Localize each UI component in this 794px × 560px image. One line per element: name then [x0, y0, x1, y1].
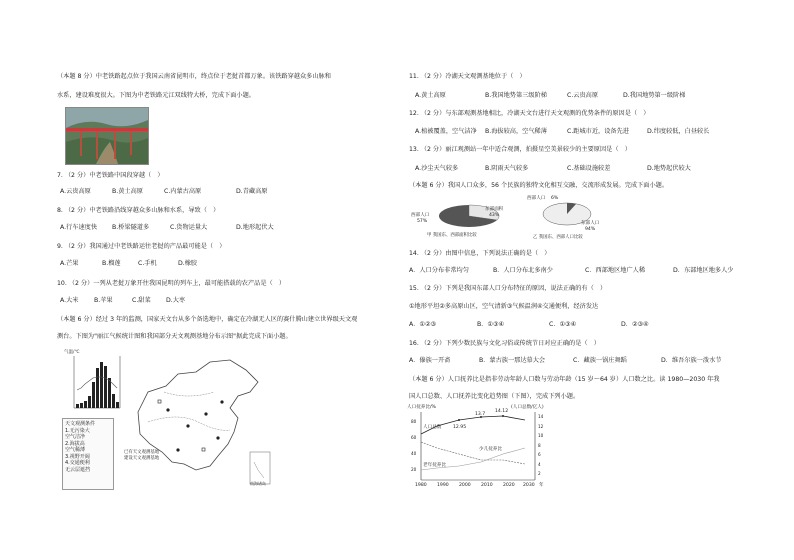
trend-x-1980: 1980 — [415, 483, 427, 488]
q14-option-d[interactable]: D．东部地区地多人少 — [673, 267, 734, 274]
q16-option-c[interactable]: C．藏族一锅庄舞蹈 — [573, 357, 627, 364]
area-pie-caption: 甲 我国东、西部面积比较 — [427, 233, 477, 238]
q10-stem: 10. （2 分）一列从老挝万象开往我国昆明的列车上，最可能搭载的农产品是（ ） — [57, 280, 286, 287]
pop-pie-label-east: 东部人口 — [581, 221, 600, 226]
y-right-tick-4: 4 — [538, 461, 541, 467]
trend-x-2000: 2000 — [459, 483, 471, 488]
q15-statements: ①地形平坦②多高原山区，空气清新③气候温润④交通便利，经济发达 — [409, 303, 599, 310]
trend-x-2020: 2020 — [503, 483, 515, 488]
q12-option-c[interactable]: C.距城市近，设备先进 — [567, 128, 629, 135]
pop-pie-caption: 乙 我国东、西部人口比较 — [533, 235, 583, 240]
y-right-tick-2: 2 — [538, 471, 541, 476]
y-left-tick-60: 60 — [411, 435, 417, 440]
q12-option-d[interactable]: D.纬度较低，白昼较长 — [647, 128, 710, 135]
trend-x-1990: 1990 — [437, 483, 449, 488]
trend-x-2030: 2030 — [523, 483, 535, 488]
trend-child-label: 少儿抚养比 — [479, 447, 502, 452]
q13-option-b[interactable]: B.阴雨天气较多 — [485, 165, 529, 172]
q10-option-b[interactable]: B.苹果 — [94, 297, 113, 304]
q15-option-c[interactable]: C．①③④ — [549, 321, 577, 328]
y-left-tick-80: 80 — [411, 419, 417, 424]
q14-option-b[interactable]: B．人口分布北多南少 — [493, 267, 553, 274]
q8-option-b[interactable]: B.桥梁隧道多 — [112, 224, 150, 231]
q9-option-b[interactable]: B.榴莲 — [102, 260, 121, 267]
q10-option-a[interactable]: A.大米 — [60, 297, 79, 304]
intro-3: （本题 6 分）我国人口众多，56 个民族的独特文化相互交融，交流形成发展。完成下面小题。 — [409, 182, 669, 189]
pop-pie-label-west-pct: 6% — [551, 196, 559, 201]
y-right-tick-14: 14 — [538, 414, 544, 419]
climate-figure — [62, 346, 126, 496]
trend-value-2: 13.7 — [475, 412, 486, 417]
q13-option-a[interactable]: A.沙尘天气较多 — [415, 165, 459, 172]
climate-ylabel: 气温/℃ — [64, 350, 80, 355]
q13-option-c[interactable]: C.基础设施较差 — [567, 165, 611, 172]
q12-option-b[interactable]: B.海拔较高，空气稀薄 — [485, 128, 547, 135]
q14-stem: 14. （2 分）由图中信息，下列说法正确的是（ ） — [409, 250, 551, 257]
q11-option-c[interactable]: C.云贵高原 — [567, 92, 599, 99]
q8-option-c[interactable]: C.货物运量大 — [170, 224, 208, 231]
q15-option-b[interactable]: B．①③④ — [477, 321, 505, 328]
trend-value-1: 12.95 — [453, 425, 467, 430]
q11-option-d[interactable]: D.我国地势第一级阶梯 — [623, 92, 686, 99]
q10-option-c[interactable]: C.甜菜 — [132, 297, 151, 304]
trend-value-3: 14.12 — [495, 409, 509, 414]
trend-ylabel-right: (人口总数/亿人) — [511, 405, 544, 410]
trend-y-left-ticks — [411, 414, 416, 478]
right-column — [397, 0, 794, 560]
intro-1-line-2: 水系，建设难度很大。下图为中老铁路元江双线特大桥，完成下面小题。 — [57, 92, 255, 99]
map-inset-label: 南海诸岛 — [250, 481, 266, 486]
y-right-tick-10: 10 — [538, 433, 544, 438]
area-pie-chart — [411, 196, 511, 242]
q7-option-d[interactable]: D.青藏高原 — [236, 188, 268, 195]
q11-option-a[interactable]: A.黄土高原 — [415, 92, 446, 99]
q16-option-a[interactable]: A．傣族一开斋 — [409, 357, 451, 364]
q9-option-c[interactable]: C.手机 — [138, 260, 157, 267]
q7-option-c[interactable]: C.内蒙古高原 — [164, 188, 202, 195]
y-right-tick-6: 6 — [538, 452, 541, 457]
legend-title: 天文观测条件 — [65, 421, 96, 427]
q7-stem: 7. （2 分）中老铁路中国段穿越（ ） — [57, 172, 164, 179]
y-left-tick-20: 20 — [411, 467, 417, 472]
map-legend-existing: 已有天文观测基地 — [124, 450, 160, 455]
legend-item-4: 空气稀薄 — [65, 447, 86, 453]
area-pie-label-west-pct: 57% — [417, 219, 428, 224]
population-pie-chart — [523, 194, 623, 242]
q15-stem: 15. （2 分）下列是我国东部人口分布特征的原因，说法正确的有（ ） — [409, 285, 607, 292]
q16-option-d[interactable]: D．维吾尔族一泼水节 — [661, 357, 722, 364]
intro-4-line-1: （本题 6 分）人口抚养比是指非劳动年龄人口数与劳动年龄（15 岁～64 岁）人口数之比。读 1980—2030 年我 — [409, 376, 720, 383]
q7-option-a[interactable]: A.云贵高原 — [60, 188, 91, 195]
q8-option-d[interactable]: D.地形起伏大 — [236, 224, 274, 231]
observation-legend — [62, 418, 114, 490]
q14-option-a[interactable]: A．人口分布非常均匀 — [409, 267, 469, 274]
bridge-photo — [65, 107, 149, 165]
q9-option-a[interactable]: A.芒果 — [60, 260, 79, 267]
trend-old-label: 老年抚养比 — [423, 463, 446, 468]
q11-option-b[interactable]: B.我国地势第三级阶梯 — [485, 92, 547, 99]
intro-1-line-1: （本题 8 分）中老铁路起点位于我国云南省昆明市，终点位于老挝首都万象。该铁路穿越众多山脉和 — [57, 73, 331, 80]
y-right-tick-8: 8 — [538, 442, 541, 448]
legend-item-7: 无云层遮挡 — [65, 466, 91, 473]
legend-item-6: 4.交通便利 — [65, 460, 90, 466]
china-map — [118, 352, 274, 490]
legend-item-2: 空气洁净 — [65, 434, 86, 440]
q15-option-d[interactable]: D．②③④ — [621, 321, 649, 328]
q8-stem: 8. （2 分）中老铁路沿线穿越众多山脉和水系，导致（ ） — [57, 207, 220, 214]
map-legend-planned: 建设天文观测基地 — [124, 456, 160, 461]
q13-stem: 13. （2 分）丽江观测站一年中适合观测，拍摄星空美景较少的主要原因是（ ） — [409, 146, 631, 153]
population-trend-chart — [407, 404, 557, 494]
trend-y-right-ticks — [538, 412, 543, 479]
trend-x-2010: 2010 — [481, 483, 493, 488]
q13-option-d[interactable]: D.地势起伏较大 — [647, 165, 691, 172]
pop-pie-label-west: 西部人口 — [527, 196, 546, 201]
y-left-tick-40: 40 — [411, 451, 417, 456]
q16-option-b[interactable]: B．蒙古族一那达慕大会 — [479, 357, 546, 364]
q14-option-c[interactable]: C．西部地区地广人稀 — [585, 267, 646, 274]
q12-option-a[interactable]: A.植被覆盖，空气洁净 — [415, 128, 477, 135]
map-legend — [124, 450, 159, 462]
trend-x-unit: 年 — [539, 483, 544, 488]
legend-item-1: 1.无污染大 — [65, 427, 90, 434]
q11-stem: 11. （2 分）冷湖天文观测基地位于（ ） — [409, 73, 526, 80]
area-pie-label-east-pct: 43% — [489, 213, 500, 218]
intro-2-line-2: 测台。下图为"丽江气候统计图和我国部分天文观测基地分布示图"据此完成下面小题。 — [57, 333, 292, 340]
q16-stem: 16. （2 分）下列少数民族与文化习俗或传统节日对应正确的是（ ） — [409, 340, 600, 347]
q9-stem: 9. （2 分）我国通过中老铁路运往老挝的产品最可能是（ ） — [57, 243, 226, 250]
area-pie-label-east: 东部面积 — [485, 207, 504, 212]
legend-item-3: 2.海拔高 — [65, 440, 85, 447]
q12-stem: 12. （2 分）与东部观测基地相比，冷湖天文台进行天文观测的优势条件的原因是（ ） — [409, 110, 650, 117]
legend-item-5: 3.视野开阔 — [65, 453, 90, 460]
q15-option-a[interactable]: A．①②③ — [409, 321, 437, 328]
y-right-tick-12: 12 — [538, 423, 544, 429]
q8-option-a[interactable]: A.行车速度快 — [60, 224, 98, 231]
intro-4-line-2: 国人口总数、人口抚养比变化趋势图（下图），完成下列小题。 — [409, 393, 580, 400]
pop-pie-label-east-pct: 94% — [585, 227, 596, 232]
intro-2-line-1: （本题 6 分）经过 3 年的监测，国家天文台从多个备选地中，确定在冷湖无人区的赛什腾山建立世界级天文观 — [57, 316, 358, 323]
area-pie-label-west: 西部人口 — [411, 213, 430, 218]
trend-total-label: 人口总数 — [423, 425, 442, 430]
q10-option-d[interactable]: D.大枣 — [166, 297, 186, 304]
q9-option-d[interactable]: D.橡胶 — [178, 260, 198, 267]
q7-option-b[interactable]: B.黄土高原 — [112, 188, 143, 195]
trend-ylabel-left: 人口抚养比/% — [407, 405, 436, 410]
